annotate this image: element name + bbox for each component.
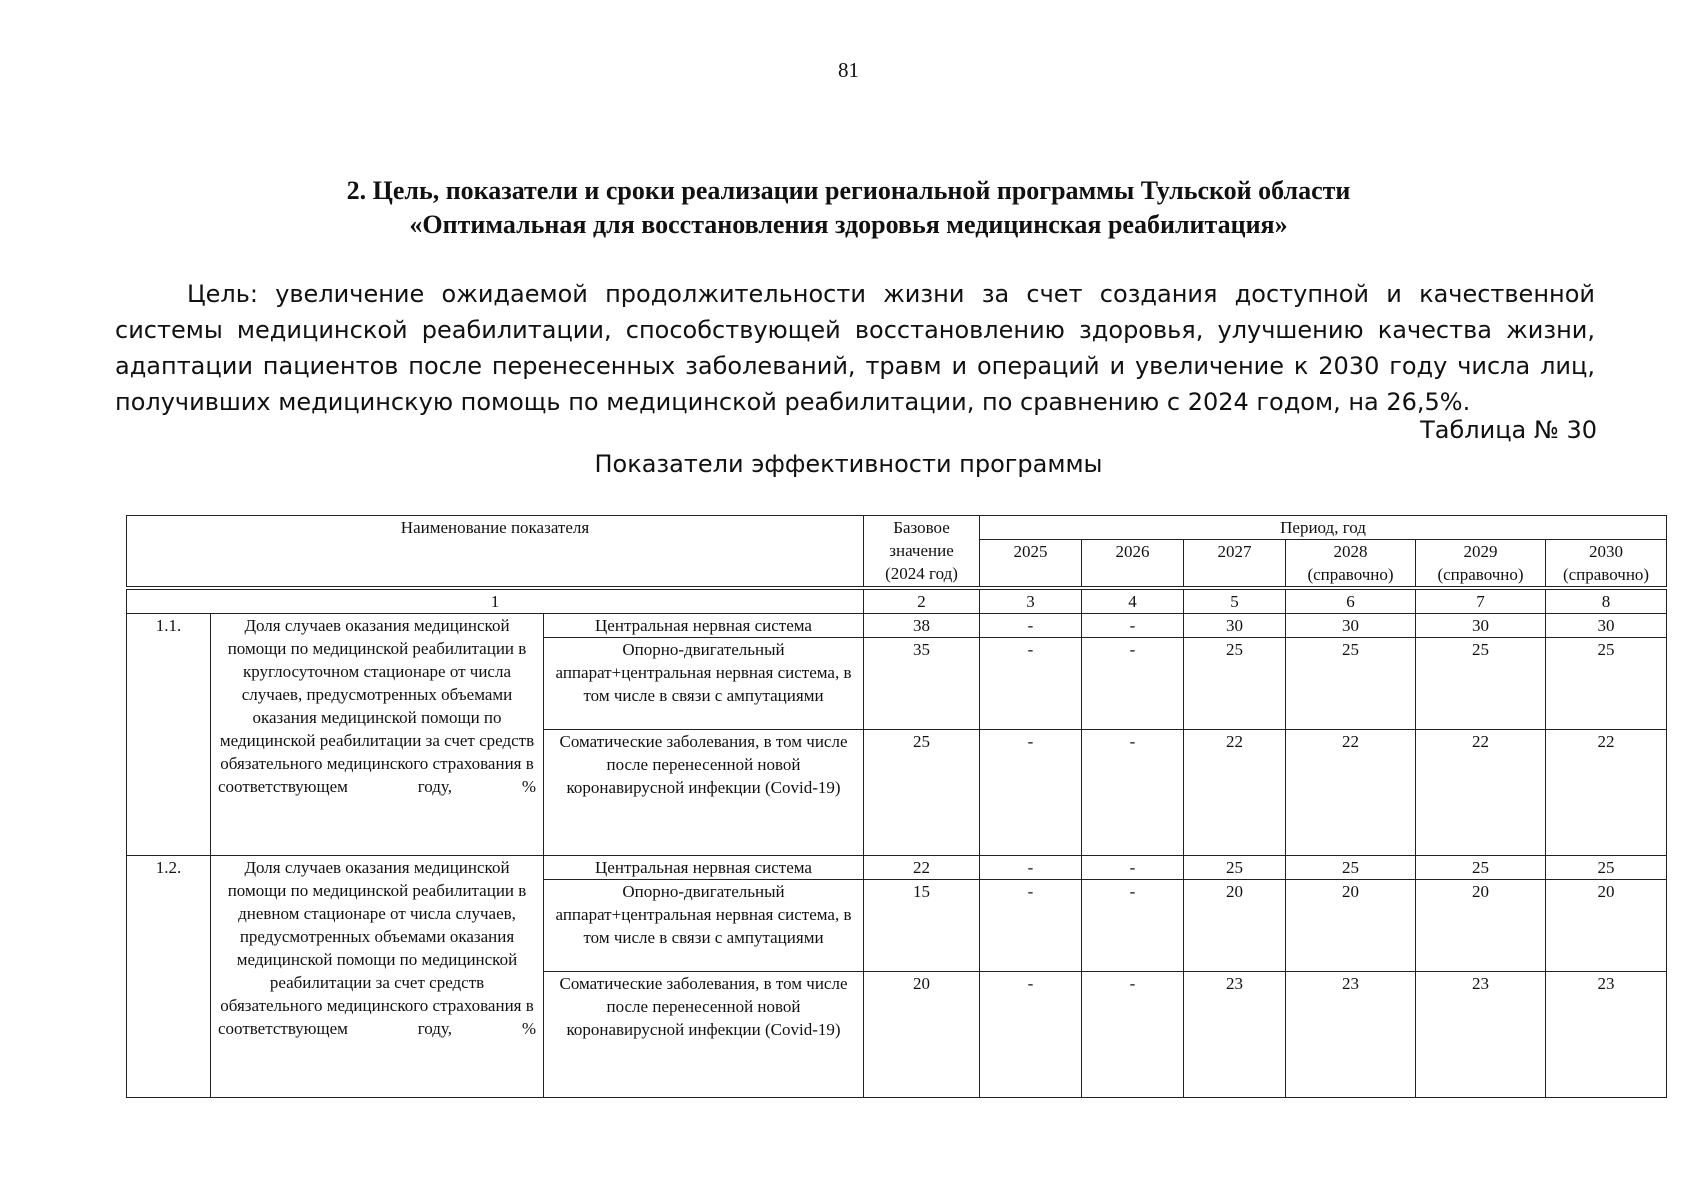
base-value-cell: 35 xyxy=(864,638,980,730)
header-period: Период, год xyxy=(980,516,1667,540)
base-value-cell: 22 xyxy=(864,856,980,880)
value-cell: 25 xyxy=(1286,856,1416,880)
base-value-cell: 20 xyxy=(864,972,980,1098)
indicator-description: Доля случаев оказания медицинской помощи по медицинской реабилитации в круглосуточном стационаре от числа случаев, предусмотренных объемами оказания медицинской помощи по медицинской реабилитации за счет средств обязательного медицинского страхования в соответствующем году, % xyxy=(211,614,544,856)
header-indicator-name: Наименование показателя xyxy=(127,516,864,587)
category-cell: Соматические заболевания, в том числе после перенесенной новой коронавирусной инфекции (Covid-19) xyxy=(544,730,864,856)
header-year: 2028 (справочно) xyxy=(1286,540,1416,587)
value-cell: 23 xyxy=(1416,972,1546,1098)
value-cell: - xyxy=(980,972,1082,1098)
column-number: 7 xyxy=(1416,590,1546,614)
value-cell: - xyxy=(980,880,1082,972)
page-number: 81 xyxy=(838,58,859,82)
table-row xyxy=(127,856,1667,880)
table-row xyxy=(127,614,1667,638)
value-cell: 25 xyxy=(1416,856,1546,880)
value-cell: - xyxy=(1082,614,1184,638)
indicator-group xyxy=(127,614,1667,856)
value-cell: 22 xyxy=(1546,730,1667,856)
value-cell: - xyxy=(980,638,1082,730)
indicator-group xyxy=(127,856,1667,1098)
value-cell: 25 xyxy=(1546,856,1667,880)
header-base-value: Базовое значение (2024 год) xyxy=(864,516,980,587)
value-cell: - xyxy=(1082,880,1184,972)
value-cell: - xyxy=(1082,638,1184,730)
column-number: 6 xyxy=(1286,590,1416,614)
category-cell: Опорно-двигательный аппарат+центральная нервная система, в том числе в связи с ампутациями xyxy=(544,638,864,730)
heading-line-2: «Оптимальная для восстановления здоровья медицинская реабилитация» xyxy=(409,210,1288,239)
indicator-number: 1.2. xyxy=(127,856,211,1098)
table-header xyxy=(127,516,1667,614)
column-number: 4 xyxy=(1082,590,1184,614)
value-cell: 23 xyxy=(1286,972,1416,1098)
value-cell: - xyxy=(980,730,1082,856)
base-value-cell: 15 xyxy=(864,880,980,972)
section-heading xyxy=(0,174,1697,242)
header-year: 2029 (справочно) xyxy=(1416,540,1546,587)
header-year: 2027 xyxy=(1184,540,1286,587)
column-number: 5 xyxy=(1184,590,1286,614)
base-value-cell: 25 xyxy=(864,730,980,856)
value-cell: 22 xyxy=(1416,730,1546,856)
category-cell: Соматические заболевания, в том числе после перенесенной новой коронавирусной инфекции (Covid-19) xyxy=(544,972,864,1098)
value-cell: 30 xyxy=(1546,614,1667,638)
header-year: 2026 xyxy=(1082,540,1184,587)
goal-paragraph: Цель: увеличение ожидаемой продолжительности жизни за счет создания доступной и качественной системы медицинской реабилитации, способствующей восстановлению здоровья, улучшению качества жизни, адаптации пациентов после перенесенных заболеваний, травм и операций и увеличение к 2030 году числа лиц, получивших медицинскую помощь по медицинской реабилитации, по сравнению с 2024 годом, на 26,5%. xyxy=(115,280,1595,416)
table-title: Показатели эффективности программы xyxy=(594,450,1103,478)
category-cell: Центральная нервная система xyxy=(544,614,864,638)
indicator-description: Доля случаев оказания медицинской помощи по медицинской реабилитации в дневном стационаре от числа случаев, предусмотренных объемами оказания медицинской помощи по медицинской реабилитации за счет средств обязательного медицинского страхования в соответствующем году, % xyxy=(211,856,544,1098)
value-cell: 30 xyxy=(1184,614,1286,638)
value-cell: 25 xyxy=(1286,638,1416,730)
value-cell: 20 xyxy=(1416,880,1546,972)
value-cell: 20 xyxy=(1546,880,1667,972)
value-cell: 20 xyxy=(1184,880,1286,972)
header-year: 2025 xyxy=(980,540,1082,587)
value-cell: 23 xyxy=(1184,972,1286,1098)
heading-line-1: 2. Цель, показатели и сроки реализации региональной программы Тульской области xyxy=(346,176,1351,205)
column-number: 1 xyxy=(127,590,864,614)
value-cell: - xyxy=(1082,856,1184,880)
value-cell: 22 xyxy=(1184,730,1286,856)
value-cell: 23 xyxy=(1546,972,1667,1098)
indicators-table xyxy=(126,515,1667,1098)
value-cell: 20 xyxy=(1286,880,1416,972)
indicator-number: 1.1. xyxy=(127,614,211,856)
value-cell: 30 xyxy=(1286,614,1416,638)
value-cell: 30 xyxy=(1416,614,1546,638)
column-number-row xyxy=(127,590,1667,614)
category-cell: Опорно-двигательный аппарат+центральная нервная система, в том числе в связи с ампутациями xyxy=(544,880,864,972)
value-cell: 22 xyxy=(1286,730,1416,856)
column-number: 2 xyxy=(864,590,980,614)
value-cell: 25 xyxy=(1416,638,1546,730)
value-cell: 25 xyxy=(1184,856,1286,880)
column-number: 3 xyxy=(980,590,1082,614)
column-number: 8 xyxy=(1546,590,1667,614)
value-cell: - xyxy=(1082,730,1184,856)
header-row-1 xyxy=(127,516,1667,540)
table-number: Таблица № 30 xyxy=(1420,416,1597,444)
category-cell: Центральная нервная система xyxy=(544,856,864,880)
value-cell: - xyxy=(980,614,1082,638)
value-cell: 25 xyxy=(1184,638,1286,730)
base-value-cell: 38 xyxy=(864,614,980,638)
value-cell: 25 xyxy=(1546,638,1667,730)
header-year: 2030 (справочно) xyxy=(1546,540,1667,587)
value-cell: - xyxy=(980,856,1082,880)
value-cell: - xyxy=(1082,972,1184,1098)
